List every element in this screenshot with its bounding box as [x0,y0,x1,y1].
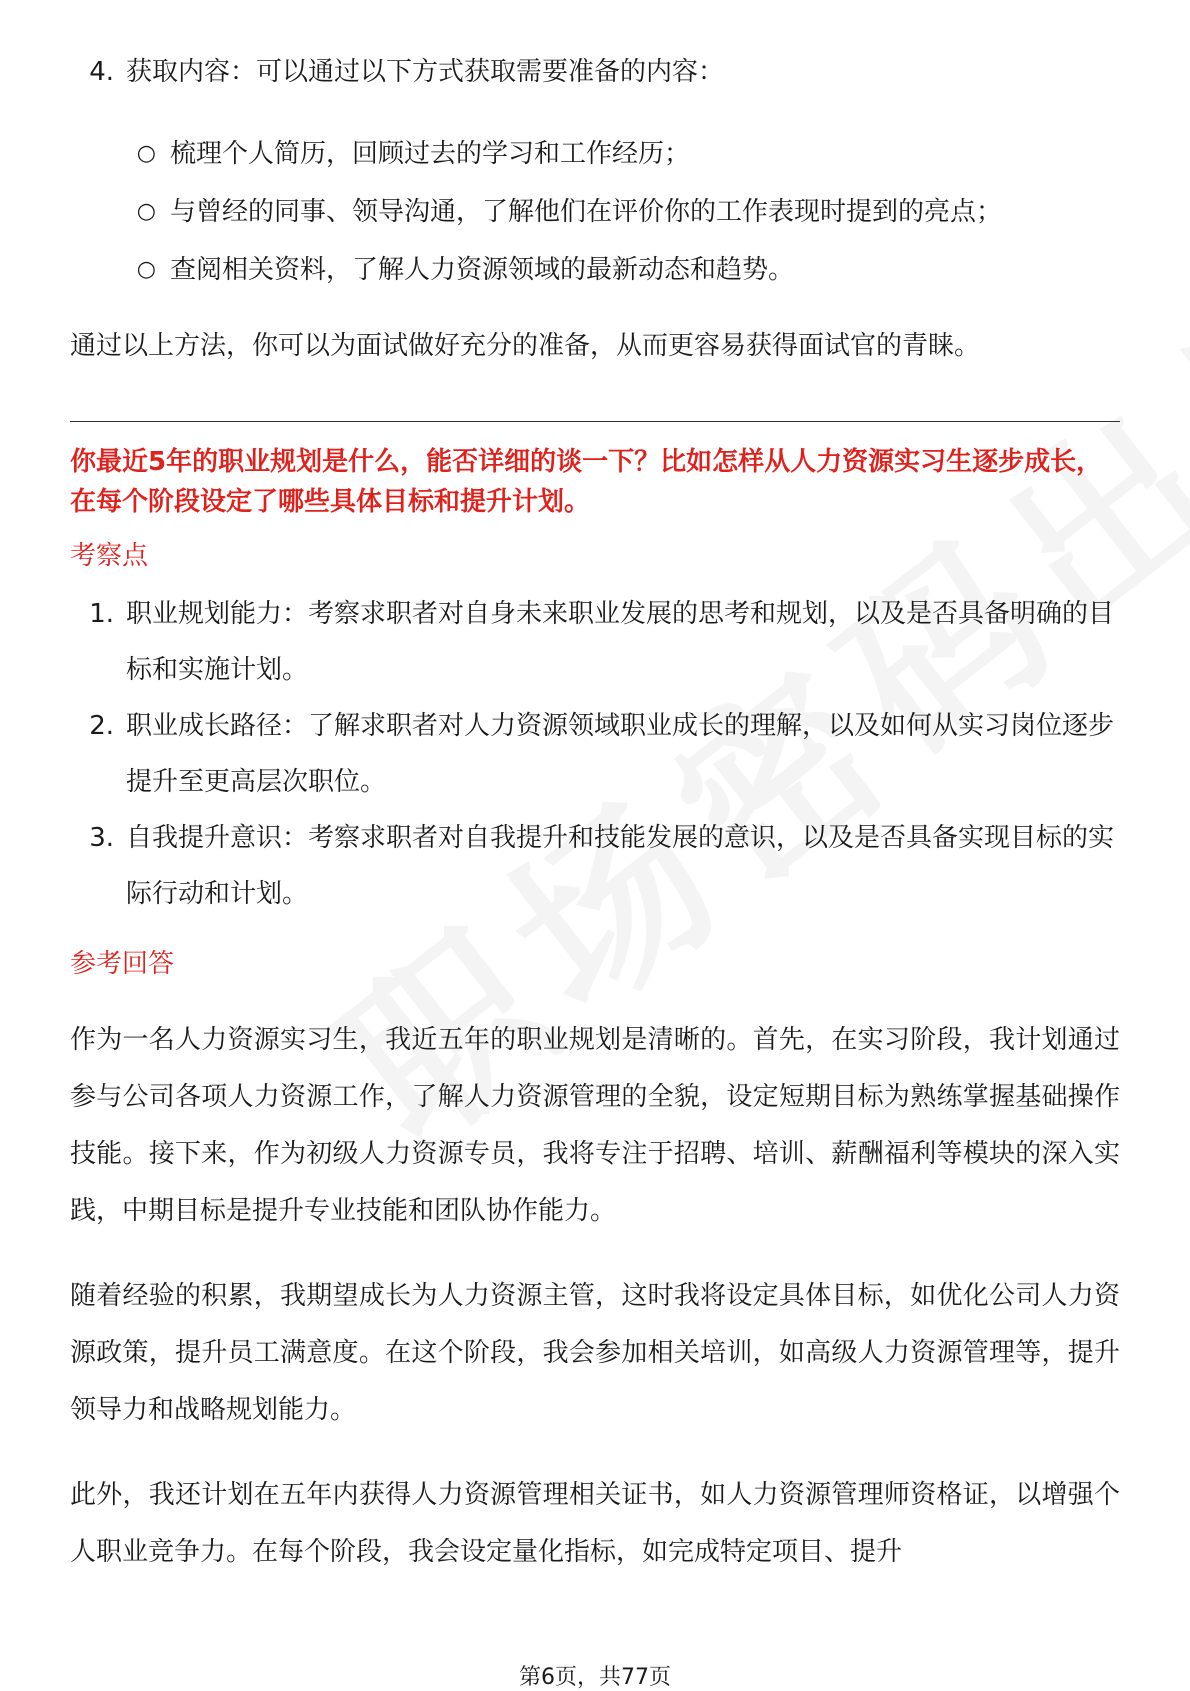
exam-point-item [70,698,1120,810]
exam-points-heading: 考察点 [70,541,149,571]
bullet-text: 查阅相关资料，了解人力资源领域的最新动态和趋势。 [170,255,795,285]
item-number: 4. [89,57,114,87]
item-number: 1. [89,599,114,629]
bullet-circle-icon: ○ [136,141,156,166]
exam-point-item [70,810,1120,922]
section-divider [70,421,1120,422]
numbered-item-4 [70,44,1120,100]
interview-question: 你最近5年的职业规划是什么，能否详细的谈一下？比如怎样从人力资源实习生逐步成长，在每个阶段设定了哪些具体目标和提升计划。 [70,447,1103,517]
item-text: 获取内容：可以通过以下方式获取需要准备的内容： [126,57,725,87]
summary-paragraph: 通过以上方法，你可以为面试做好充分的准备，从而更容易获得面试官的青睐。 [70,331,981,361]
bullet-item [70,184,1120,240]
item-number: 3. [89,823,114,853]
exam-point-item [70,586,1120,698]
reference-answer-heading: 参考回答 [70,949,175,979]
bullet-circle-icon: ○ [136,199,156,224]
bullet-list [70,126,1120,298]
item-number: 2. [89,711,114,741]
answer-paragraph: 随着经验的积累，我期望成长为人力资源主管，这时我将设定具体目标，如优化公司人力资源政策，提升员工满意度。在这个阶段，我会参加相关培训，如高级人力资源管理等，提升领导力和战略规划能力。 [70,1281,1120,1425]
bullet-circle-icon: ○ [136,257,156,282]
bullet-text: 与曾经的同事、领导沟通，了解他们在评价你的工作表现时提到的亮点； [170,197,1003,227]
item-text: 自我提升意识：考察求职者对自我提升和技能发展的意识，以及是否具备实现目标的实际行动和计划。 [126,823,1115,909]
item-text: 职业成长路径：了解求职者对人力资源领域职业成长的理解，以及如何从实习岗位逐步提升至更高层次职位。 [126,711,1115,797]
bullet-item [70,242,1120,298]
bullet-text: 梳理个人简历，回顾过去的学习和工作经历； [170,139,691,169]
answer-paragraph: 此外，我还计划在五年内获得人力资源管理相关证书，如人力资源管理师资格证，以增强个人职业竞争力。在每个阶段，我会设定量化指标，如完成特定项目、提升 [70,1480,1120,1567]
answer-paragraph: 作为一名人力资源实习生，我近五年的职业规划是清晰的。首先，在实习阶段，我计划通过参与公司各项人力资源工作，了解人力资源管理的全貌，设定短期目标为熟练掌握基础操作技能。接下来，作为初级人力资源专员，我将专注于招聘、培训、薪酬福利等模块的深入实践，中期目标是提升专业技能和团队协作能力。 [70,1025,1120,1226]
page-number-footer: 第6页，共77页 [519,1665,671,1690]
item-text: 职业规划能力：考察求职者对自身未来职业发展的思考和规划，以及是否具备明确的目标和实施计划。 [126,599,1115,685]
page-content [70,44,1120,1581]
exam-points-list [70,586,1120,922]
bullet-item [70,126,1120,182]
